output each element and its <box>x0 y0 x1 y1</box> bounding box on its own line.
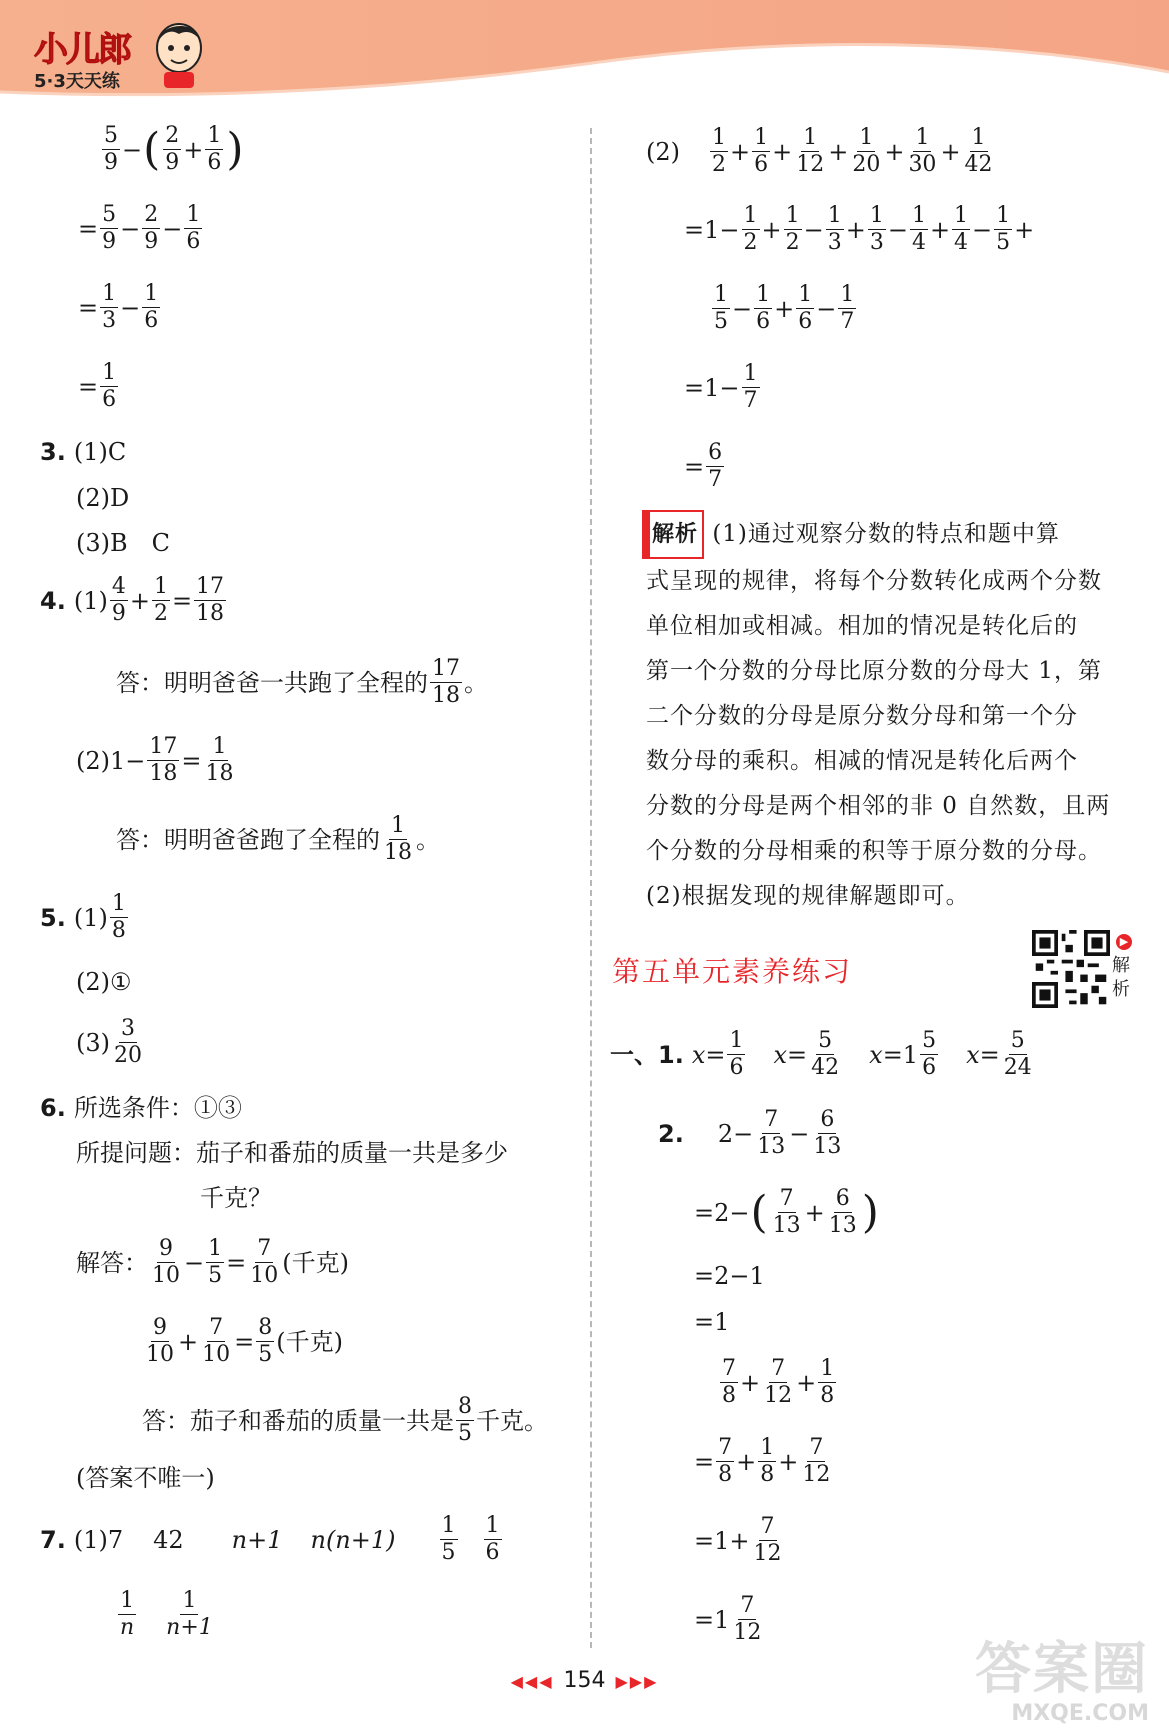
question-number: 7. <box>40 1525 66 1554</box>
fraction: $\frac{1}{5}$ <box>996 203 1011 255</box>
fraction: $\frac{1}{6}$ <box>754 125 769 177</box>
fraction: 1 5 <box>714 282 728 334</box>
fraction: $\frac{8}{5}$ <box>258 1315 273 1367</box>
fraction: $\frac{7}{12}$ <box>753 1514 782 1566</box>
left-eq-line-3: = $\frac{1}{3}$ − $\frac{1}{6}$ <box>78 281 159 333</box>
fraction: 7 12 <box>733 1593 762 1645</box>
q4-line-2: (2)1− $\frac{17}{18}$ = $\frac{1}{18}$ <box>76 734 234 786</box>
fraction: $\frac{1}{8}$ <box>820 1356 835 1408</box>
q4-answer-1: 答：明明爸爸一共跑了全程的 17 18 。 <box>116 656 488 708</box>
brand-logo <box>34 22 130 93</box>
fraction: 5 6 <box>922 1028 937 1080</box>
fraction: 8 5 <box>458 1394 472 1446</box>
q5-line-1: 5. (1) 1 8 <box>40 891 126 943</box>
fraction: 7 13 <box>772 1186 801 1238</box>
q6-question-cont: 千克？ <box>200 1184 272 1212</box>
fraction: 9 10 <box>146 1315 174 1367</box>
column-divider <box>590 128 592 1648</box>
q4-line-1: 4. (1) 4 9 + $\frac{1}{2}$ = $\frac{17}{18}$ <box>40 574 225 626</box>
fraction: 17 18 <box>432 656 460 708</box>
fraction: 1 n <box>120 1588 135 1640</box>
s1-line: 一、1. x = $\frac{1}{6}$ x = $\frac{5}{42}$ x = 1 5 6 x = $\frac{5}{24}$ <box>610 1028 1032 1080</box>
q3-line-1 <box>40 440 126 464</box>
section-title: 第五单元素养练习 <box>612 955 853 988</box>
fraction: $\frac{1}{12}$ <box>796 125 825 177</box>
question-number: 6. <box>40 1094 66 1122</box>
fraction: 3 20 <box>114 1016 142 1068</box>
prev-arrows-icon: ◀◀◀ <box>510 1672 554 1691</box>
fraction: $\frac{1}{2}$ <box>785 203 800 255</box>
fraction: $\frac{6}{13}$ <box>813 1107 842 1159</box>
fraction: $\frac{6}{7}$ <box>708 440 723 492</box>
q5-line-2: (2)① <box>76 968 132 996</box>
fraction: $\frac{1}{6}$ <box>144 281 159 333</box>
fraction: 2 9 <box>165 123 180 175</box>
fraction: $\frac{1}{2}$ <box>153 574 168 626</box>
q6-solution-1: 解答： 9 10 − $\frac{1}{5}$ = $\frac{7}{10}$ (千克) <box>76 1236 349 1288</box>
analysis-block: 解析 (1)通过观察分数的特点和题中算 式呈现的规律，将每个分数转化成两个分数 单位相加或相减。相加的情况是转化后的 第一个分数的分母比原分数的分母大 1，第 二个分数的分母是原分数分母和第一个分 数分母的乘积。相减的情况是转化后两个 分数的分母是两个相邻的非 0 自然数，且两 个分数的分母相乘的积等于原分数的分母。 (2)根据发现的规律解题即可。 <box>646 510 1134 919</box>
q3-answer-1: (1)C <box>73 438 127 466</box>
mascot-icon <box>150 18 208 90</box>
fraction: 1 5 <box>441 1513 456 1565</box>
q6-question: 所提问题：茄子和番茄的质量一共是多少 <box>76 1139 508 1167</box>
analysis-tag: 解析 <box>646 510 704 559</box>
right-q2-line-2: = 1 − $\frac{1}{2}$ + $\frac{1}{2}$ − $\frac{1}{3}$ + $\frac{1}{3}$ − $\frac{1}{4}$ + $\frac{1}{4}$ − $\frac{1}{5}$ + <box>684 203 1035 255</box>
q5-line-3: (3) 3 20 <box>76 1016 142 1068</box>
s2-line-1: 2. 2 − $\frac{7}{13}$ − $\frac{6}{13}$ <box>658 1107 842 1159</box>
fraction: $\frac{6}{13}$ <box>828 1186 857 1238</box>
fraction: 7 8 <box>722 1356 736 1408</box>
fraction: $\frac{2}{9}$ <box>144 202 159 254</box>
q7-line-1: 7. (1)7 42 n+1 n(n+1) 1 5 1 6 <box>40 1513 500 1565</box>
q7-line-2 <box>116 1590 217 1639</box>
fraction: $\frac{1}{6}$ <box>102 360 117 412</box>
watermark-title: 答案圈 <box>975 1637 1149 1702</box>
logo-subtitle: 5·3天天练 <box>34 71 120 92</box>
left-eq-line-2: = $\frac{5}{9}$ − $\frac{2}{9}$ − $\frac{1}{6}$ <box>78 202 201 254</box>
fraction: $\frac{1}{4}$ <box>911 203 926 255</box>
q3-line-2: (2)D <box>76 484 130 512</box>
fraction: $\frac{1}{6}$ <box>207 123 222 175</box>
fraction: 1 8 <box>111 891 126 943</box>
fraction: $\frac{17}{18}$ <box>149 734 178 786</box>
fraction: 4 9 <box>111 574 126 626</box>
fraction: $\frac{5}{42}$ <box>811 1028 840 1080</box>
question-number: 5. <box>40 903 66 932</box>
fraction: $\frac{5}{24}$ <box>1003 1028 1032 1080</box>
fraction: $\frac{1}{3}$ <box>827 203 842 255</box>
fraction: $\frac{7}{13}$ <box>757 1107 786 1159</box>
fraction: $\frac{1}{5}$ <box>208 1236 223 1288</box>
fraction: $\frac{5}{9}$ <box>102 202 117 254</box>
q6-note: (答案不唯一) <box>76 1464 215 1492</box>
s2-line-4: =1 <box>694 1308 730 1336</box>
fraction: $\frac{7}{12}$ <box>802 1435 831 1487</box>
right-q2-line-5: = $\frac{6}{7}$ <box>684 440 723 492</box>
fraction: $\frac{17}{18}$ <box>196 574 225 626</box>
right-q2-line-1: (2) 1 2 + $\frac{1}{6}$ + $\frac{1}{12}$ + $\frac{1}{20}$ + $\frac{1}{30}$ + $\frac{1}{42}$ <box>646 125 993 177</box>
fraction: $\frac{1}{7}$ <box>743 361 758 413</box>
fraction: $\frac{1}{6}$ <box>729 1028 744 1080</box>
s2-line-6: = $\frac{7}{8}$ + $\frac{1}{8}$ + $\frac{7}{12}$ <box>694 1435 831 1487</box>
question-number: 3. <box>40 438 66 466</box>
fraction: $\frac{1}{6}$ <box>798 282 813 334</box>
fraction: $\frac{7}{12}$ <box>764 1356 793 1408</box>
fraction: 5 9 <box>104 123 118 175</box>
qr-label: 解析 <box>1112 955 1130 1000</box>
q6-answer: 答：茄子和番茄的质量一共是 8 5 千克。 <box>142 1394 548 1446</box>
q4-answer-2: 答：明明爸爸跑了全程的 1 18 。 <box>116 813 440 865</box>
fraction: 9 10 <box>152 1236 180 1288</box>
question-number: 4. <box>40 586 66 615</box>
fraction: $\frac{1}{2}$ <box>743 203 758 255</box>
fraction: $\frac{1}{8}$ <box>760 1435 775 1487</box>
fraction: $\frac{1}{30}$ <box>908 125 937 177</box>
fraction: $\frac{1}{18}$ <box>205 734 234 786</box>
logo-title: 小儿郎 <box>34 30 130 70</box>
left-eq-line-1: 5 9 − ( 2 9 + $\frac{1}{6}$ ) <box>104 123 244 175</box>
fraction: $\frac{7}{10}$ <box>250 1236 279 1288</box>
fraction: $\frac{1}{20}$ <box>852 125 881 177</box>
fraction: $\frac{1}{7}$ <box>840 282 855 334</box>
s2-line-8: = 1 7 12 <box>694 1593 762 1645</box>
left-eq-line-4: = $\frac{1}{6}$ <box>78 360 117 412</box>
watermark-url: MXQE.COM <box>1011 1701 1149 1726</box>
q6-line-1: 6. 所选条件：①③ <box>40 1094 242 1122</box>
s2-line-3: =2−1 <box>694 1262 765 1290</box>
fraction: 1 n+1 <box>166 1588 213 1640</box>
fraction: $\frac{7}{8}$ <box>718 1435 733 1487</box>
fraction: 1 2 <box>712 125 726 177</box>
q6-solution-2: 9 10 + $\frac{7}{10}$ = $\frac{8}{5}$ (千克) <box>146 1315 343 1367</box>
question-number: 2. <box>658 1119 684 1148</box>
q3-line-3: (3)B C <box>76 529 170 557</box>
fraction: $\frac{7}{10}$ <box>202 1315 231 1367</box>
s2-line-2: = 2 − ( 7 13 + $\frac{6}{13}$ ) <box>694 1186 879 1238</box>
next-arrows-icon: ▶▶▶ <box>615 1672 659 1691</box>
page-number: 154 <box>563 1668 606 1693</box>
fraction: $\frac{1}{3}$ <box>102 281 117 333</box>
fraction: 1 18 <box>384 813 412 865</box>
fraction: $\frac{1}{6}$ <box>186 202 201 254</box>
fraction: $\frac{1}{4}$ <box>954 203 969 255</box>
fraction: $\frac{1}{6}$ <box>756 282 771 334</box>
play-icon: ▶ <box>1116 934 1132 950</box>
watermark <box>975 1625 1149 1726</box>
qr-code-icon[interactable] <box>1032 930 1110 1008</box>
fraction: $\frac{1}{42}$ <box>964 125 993 177</box>
fraction: $\frac{1}{3}$ <box>869 203 884 255</box>
s2-line-7: = 1 + $\frac{7}{12}$ <box>694 1514 782 1566</box>
s2-line-5: 7 8 + $\frac{7}{12}$ + $\frac{1}{8}$ <box>722 1356 835 1408</box>
right-q2-line-4: = 1 − $\frac{1}{7}$ <box>684 361 758 413</box>
question-number: 一、1. <box>610 1040 684 1069</box>
right-q2-line-3: 1 5 − $\frac{1}{6}$ + $\frac{1}{6}$ − $\frac{1}{7}$ <box>714 282 855 334</box>
fraction: 1 6 <box>485 1513 500 1565</box>
